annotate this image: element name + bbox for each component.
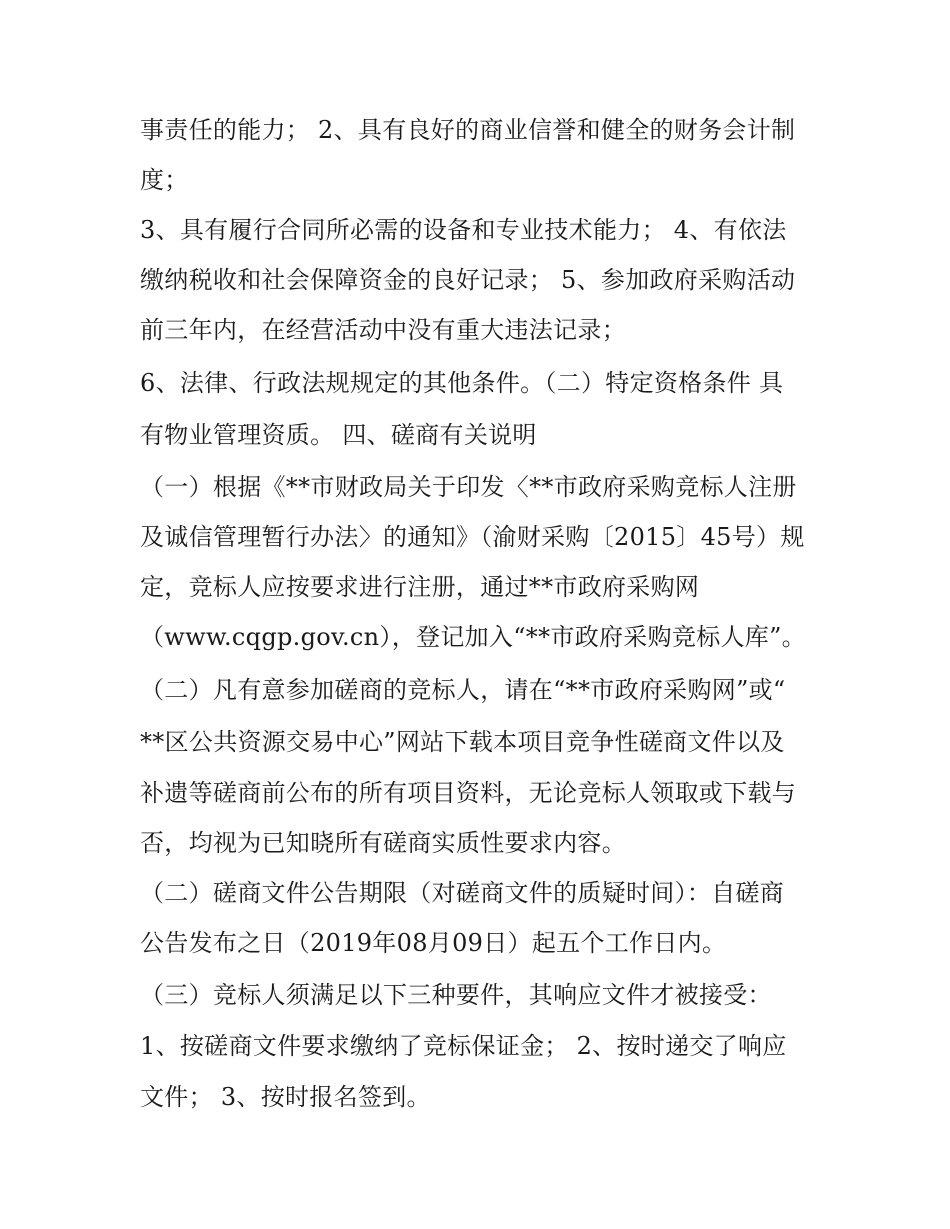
text-line: 公告发布之日（2019年08月09日）起五个工作日内。	[140, 929, 727, 957]
text-line: （一）根据《**市财政局关于印发〈**市政府采购竞标人注册	[140, 473, 797, 501]
text-line: 6、法律、行政法规规定的其他条件。（二）特定资格条件 具	[140, 369, 784, 397]
text-line: 前三年内，在经营活动中没有重大违法记录；	[140, 316, 626, 344]
text-line: 及诚信管理暂行办法〉的通知》（渝财采购〔2015〕45号）规	[140, 523, 805, 551]
text-line: 度；	[140, 166, 189, 194]
text-line: （www.cqgp.gov.cn），登记加入“**市政府采购竞标人库”。	[140, 623, 806, 651]
text-line: 文件； 3、按时报名签到。	[140, 1083, 431, 1111]
text-line: 补遗等磋商前公布的所有项目资料，无论竞标人领取或下载与	[140, 779, 797, 807]
text-line: （二）磋商文件公告期限（对磋商文件的质疑时间）：自磋商	[140, 879, 785, 907]
text-line: 有物业管理资质。 四、磋商有关说明	[140, 421, 537, 449]
text-line: 事责任的能力； 2、具有良好的商业信誉和健全的财务会计制	[140, 116, 796, 144]
text-line: **区公共资源交易中心”网站下载本项目竞争性磋商文件以及	[140, 728, 785, 756]
text-line: （二）凡有意参加磋商的竞标人，请在“**市政府采购网”或“	[140, 676, 786, 704]
text-line: （三）竞标人须满足以下三种要件，其响应文件才被接受：	[140, 981, 772, 1009]
text-line: 3、具有履行合同所必需的设备和专业技术能力； 4、有依法	[140, 216, 787, 244]
text-line: 否，均视为已知晓所有磋商实质性要求内容。	[140, 829, 626, 857]
text-line: 缴纳税收和社会保障资金的良好记录； 5、参加政府采购活动	[140, 266, 796, 294]
text-line: 1、按磋商文件要求缴纳了竞标保证金； 2、按时递交了响应	[140, 1032, 787, 1060]
text-line: 定，竞标人应按要求进行注册，通过**市政府采购网	[140, 573, 700, 601]
